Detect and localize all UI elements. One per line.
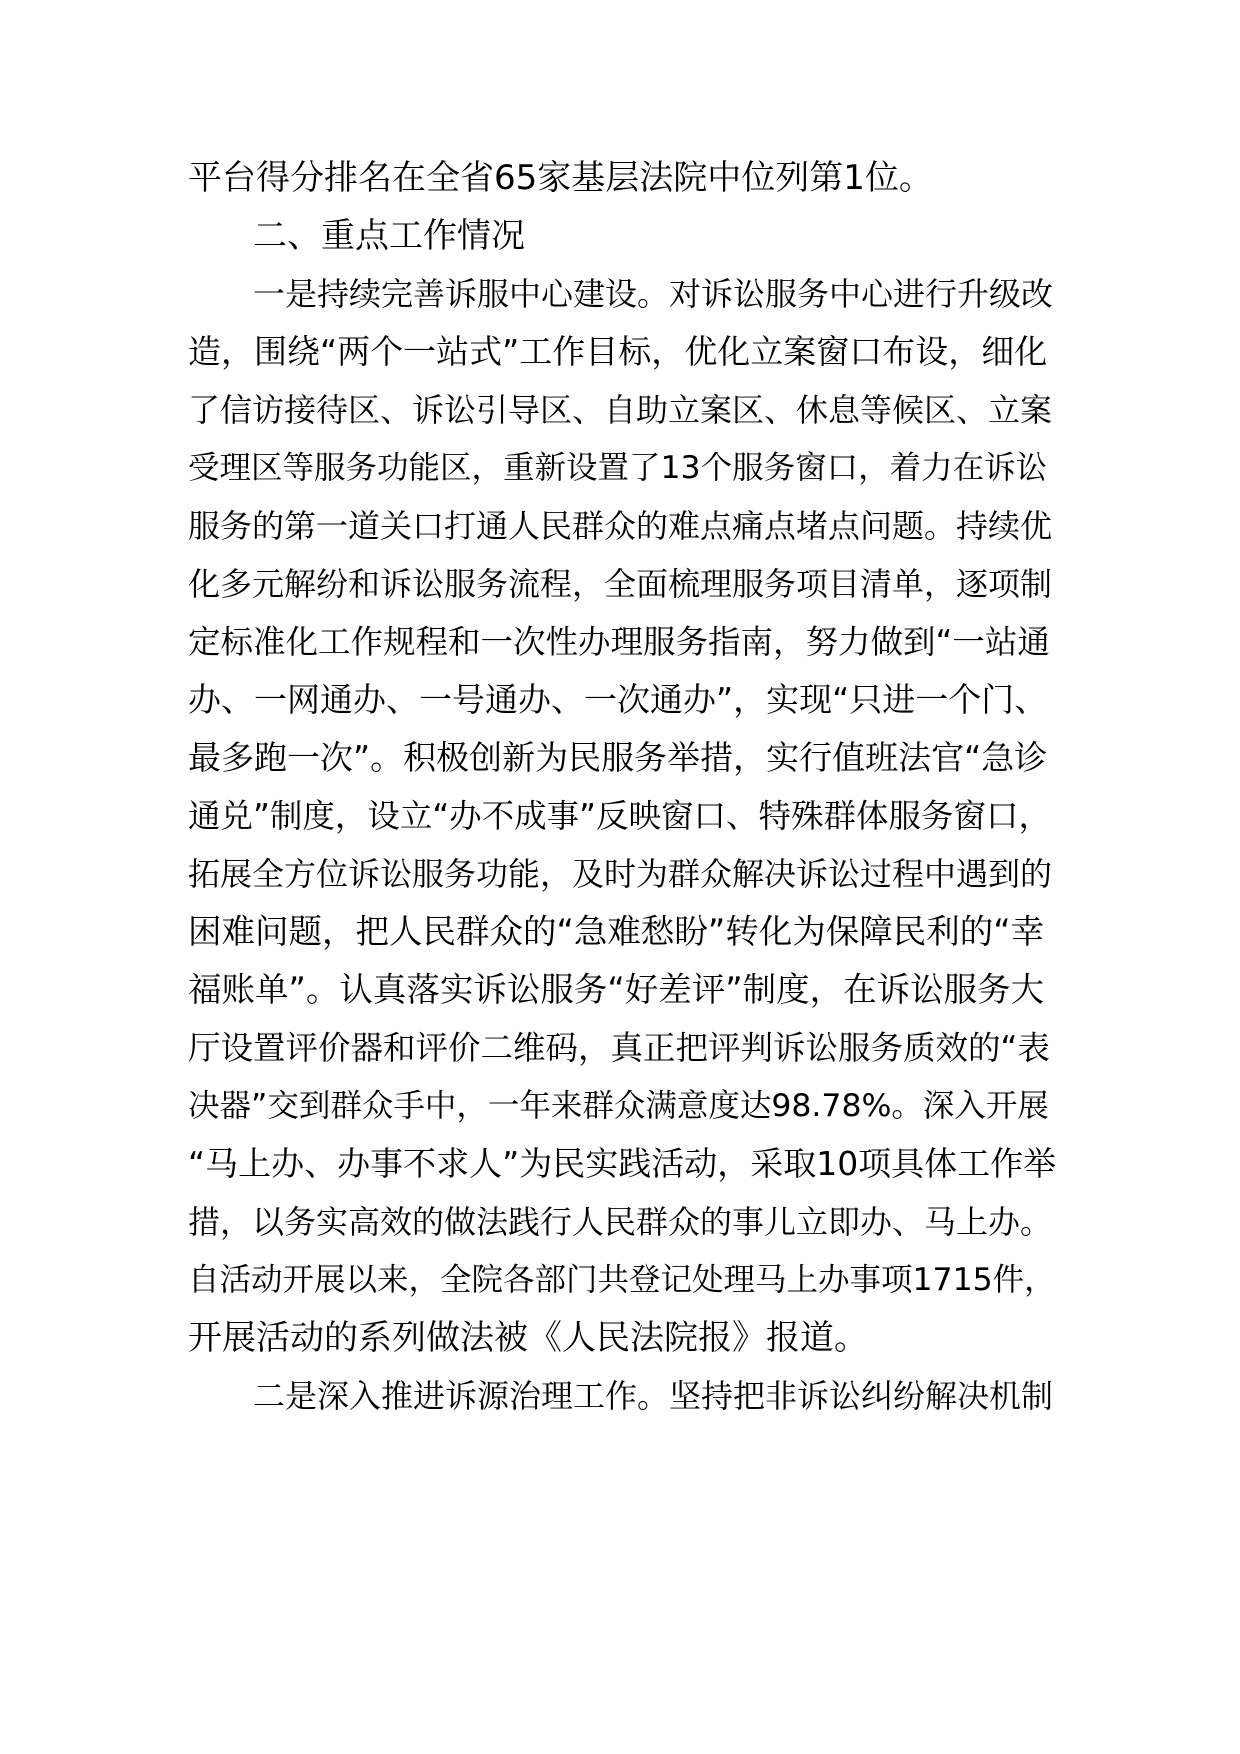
text-line: 定标准化工作规程和一次性办理服务指南，努力做到“一站通 [188,623,1050,661]
section-heading: 二、重点工作情况 [253,216,525,256]
text-line: 一是持续完善诉服中心建设。对诉讼服务中心进行升级改 [253,275,1054,313]
text-line: 服务的第一道关口打通人民群众的难点痛点堵点问题。持续优 [188,507,1053,545]
text-line: 办、一网通办、一号通办、一次通办”，实现“只进一个门、 [188,680,1048,719]
text-line: 二是深入推进诉源治理工作。坚持把非诉讼纠纷解决机制 [253,1377,1054,1415]
text-line: 平台得分排名在全省65家基层法院中位列第1位。 [188,158,933,198]
text-line: 困难问题，把人民群众的“急难愁盼”转化为保障民利的“幸 [188,912,1045,951]
text-line: 最多跑一次”。积极创新为民服务举措，实行值班法官“急诊 [188,738,1048,777]
text-line: 厅设置评价器和评价二维码，真正把评判诉讼服务质效的“表 [188,1029,1050,1067]
text-line: 决器”交到群众手中，一年来群众满意度达98.78%。深入开展 [188,1088,1049,1124]
text-line: 了信访接待区、诉讼引导区、自助立案区、休息等候区、立案 [188,391,1053,429]
text-line: “马上办、办事不求人”为民实践活动，采取10项具体工作举 [188,1144,1057,1183]
text-line: 受理区等服务功能区，重新设置了13个服务窗口，着力在诉讼 [188,450,1048,486]
text-line: 拓展全方位诉讼服务功能，及时为群众解决诉讼过程中遇到的 [188,855,1053,893]
text-line: 造，围绕“两个一站式”工作目标，优化立案窗口布设，细化 [188,332,1048,371]
text-line: 福账单”。认真落实诉讼服务“好差评”制度，在诉讼服务大 [188,970,1045,1009]
text-line: 自活动开展以来，全院各部门共登记处理马上办事项1715件， [188,1262,1056,1298]
text-line: 开展活动的系列做法被《人民法院报》报道。 [188,1318,868,1358]
text-line: 通兑”制度，设立“办不成事”反映窗口、特殊群体服务窗口， [188,797,1052,835]
text-line: 措，以务实高效的做法践行人民群众的事儿立即办、马上办。 [188,1203,1053,1241]
text-line: 化多元解纷和诉讼服务流程，全面梳理服务项目清单，逐项制 [188,565,1053,603]
